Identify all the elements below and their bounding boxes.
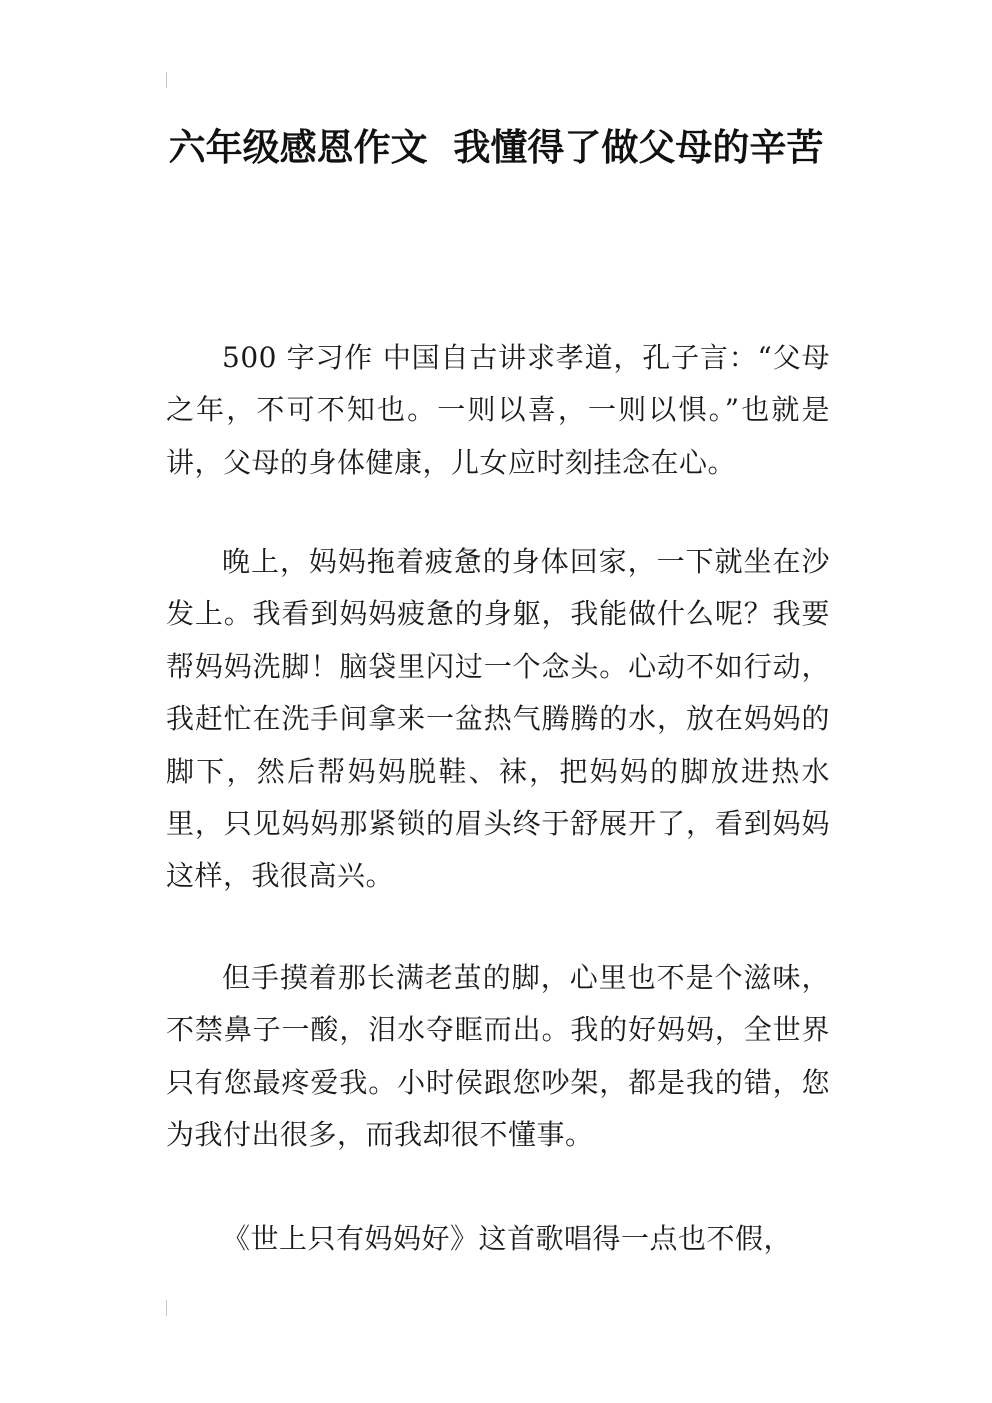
paragraph-4: 《世上只有妈妈好》这首歌唱得一点也不假， — [222, 1222, 793, 1255]
paragraph-3: 但手摸着那长满老茧的脚，心里也不是个滋味，不禁鼻子一酸，泪水夺眶而出。我的好妈妈，全世界只有您最疼爱我。小时侯跟您吵架，都是我的错，您为我付出很多，而我却很不懂事。 — [166, 961, 830, 1152]
document-title: 六年级感恩作文 我懂得了做父母的辛苦 — [168, 126, 824, 169]
paragraph-2: 晚上，妈妈拖着疲惫的身体回家，一下就坐在沙发上。我看到妈妈疲惫的身躯，我能做什么呢？我要帮妈妈洗脚！脑袋里闪过一个念头。心动不如行动，我赶忙在洗手间拿来一盆热气腾腾的水，放在妈妈的脚下，然后帮妈妈脱鞋、袜，把妈妈的脚放进热水里，只见妈妈那紧锁的眉头终于舒展开了，看到妈妈这样，我很高兴。 — [166, 545, 830, 893]
page-corner-mark-top — [166, 72, 167, 88]
paragraph-1: 500 字习作 中国自古讲求孝道，孔子言：“父母之年，不可不知也。一则以喜，一则以惧。”也就是讲，父母的身体健康，儿女应时刻挂念在心。 — [166, 341, 830, 479]
page-corner-mark-bottom — [166, 1300, 167, 1316]
